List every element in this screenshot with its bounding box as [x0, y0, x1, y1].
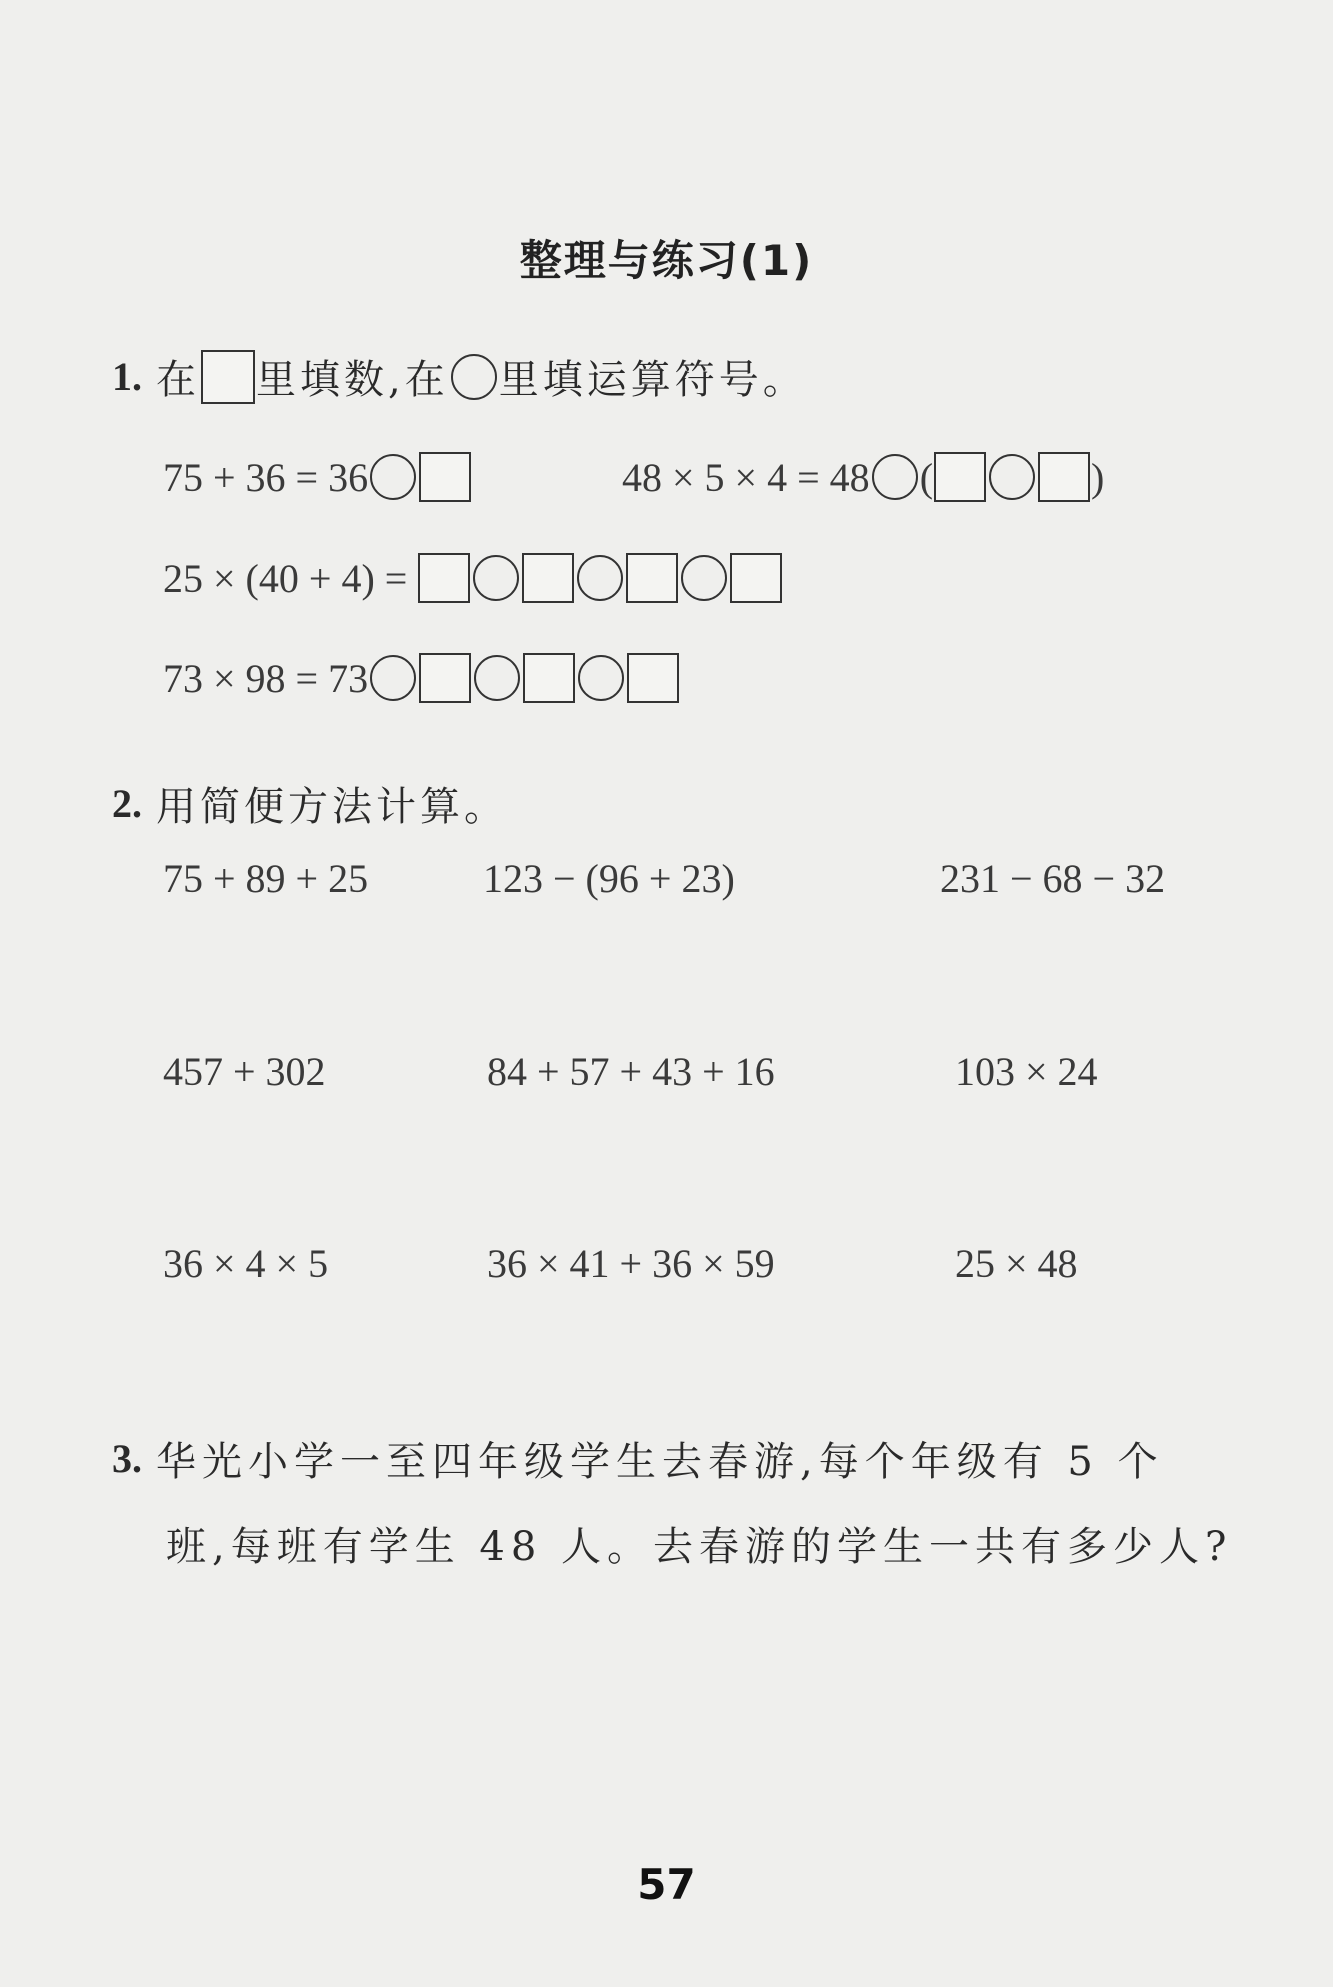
- operator-circle[interactable]: [578, 655, 624, 701]
- q1-expression-1: [163, 452, 472, 502]
- q2-expr: 231 − 68 − 32: [940, 856, 1166, 901]
- page-title: 整理与练习(1): [519, 236, 814, 285]
- operator-circle[interactable]: [989, 454, 1035, 500]
- question-2-prompt: [112, 775, 508, 832]
- q2-expr: 123 − (96 + 23): [483, 856, 735, 901]
- q1-text-b: 里填数,在: [256, 357, 449, 403]
- answer-box[interactable]: [934, 452, 986, 502]
- paren-open: (: [919, 454, 934, 500]
- q1-e4-text: 73 × 98 = 73: [163, 655, 369, 701]
- q3-line-2: 班,每班有学生 48 人。去春游的学生一共有多少人?: [166, 1524, 1233, 1570]
- answer-box[interactable]: [627, 653, 679, 703]
- q1-expression-3: [163, 553, 783, 603]
- q2-expr: 75 + 89 + 25: [163, 856, 369, 901]
- q1-text-a: 在: [156, 357, 200, 403]
- question-3-continuation: [166, 1515, 1233, 1572]
- q2-expr: 25 × 48: [955, 1241, 1078, 1286]
- answer-box[interactable]: [523, 653, 575, 703]
- question-3-prompt: [112, 1430, 1164, 1487]
- q1-e2-text: 48 × 5 × 4 = 48: [622, 454, 870, 500]
- q2-text: 用简便方法计算。: [156, 784, 508, 830]
- operator-circle[interactable]: [474, 655, 520, 701]
- operator-circle[interactable]: [370, 454, 416, 500]
- answer-box[interactable]: [418, 553, 470, 603]
- q2-expr: 103 × 24: [955, 1049, 1098, 1094]
- paren-close: ): [1091, 454, 1105, 500]
- operator-circle[interactable]: [473, 555, 519, 601]
- q2-expr: 36 × 41 + 36 × 59: [487, 1241, 775, 1286]
- answer-box[interactable]: [419, 452, 471, 502]
- q1-expression-2: [622, 452, 1104, 502]
- q2-expr: 457 + 302: [163, 1049, 326, 1094]
- answer-box[interactable]: [626, 553, 678, 603]
- sample-circle-icon: [451, 354, 497, 400]
- q1-e1-text: 75 + 36 = 36: [163, 454, 369, 500]
- question-1-number: 1.: [112, 354, 142, 399]
- operator-circle[interactable]: [681, 555, 727, 601]
- q1-expression-4: [163, 653, 680, 703]
- operator-circle[interactable]: [370, 655, 416, 701]
- operator-circle[interactable]: [577, 555, 623, 601]
- question-1-prompt: [112, 348, 807, 405]
- q3-line-1: 华光小学一至四年级学生去春游,每个年级有 5 个: [156, 1439, 1164, 1485]
- answer-box[interactable]: [522, 553, 574, 603]
- q2-expr: 84 + 57 + 43 + 16: [487, 1049, 775, 1094]
- operator-circle[interactable]: [872, 454, 918, 500]
- question-3-number: 3.: [112, 1436, 142, 1481]
- q1-e3-text: 25 × (40 + 4) =: [163, 555, 408, 601]
- sample-box-icon: [201, 350, 255, 404]
- answer-box[interactable]: [730, 553, 782, 603]
- q2-expr: 36 × 4 × 5: [163, 1241, 329, 1286]
- answer-box[interactable]: [419, 653, 471, 703]
- question-2-number: 2.: [112, 781, 142, 826]
- q1-text-c: 里填运算符号。: [498, 357, 807, 403]
- answer-box[interactable]: [1038, 452, 1090, 502]
- page-number: 57: [637, 1860, 696, 1909]
